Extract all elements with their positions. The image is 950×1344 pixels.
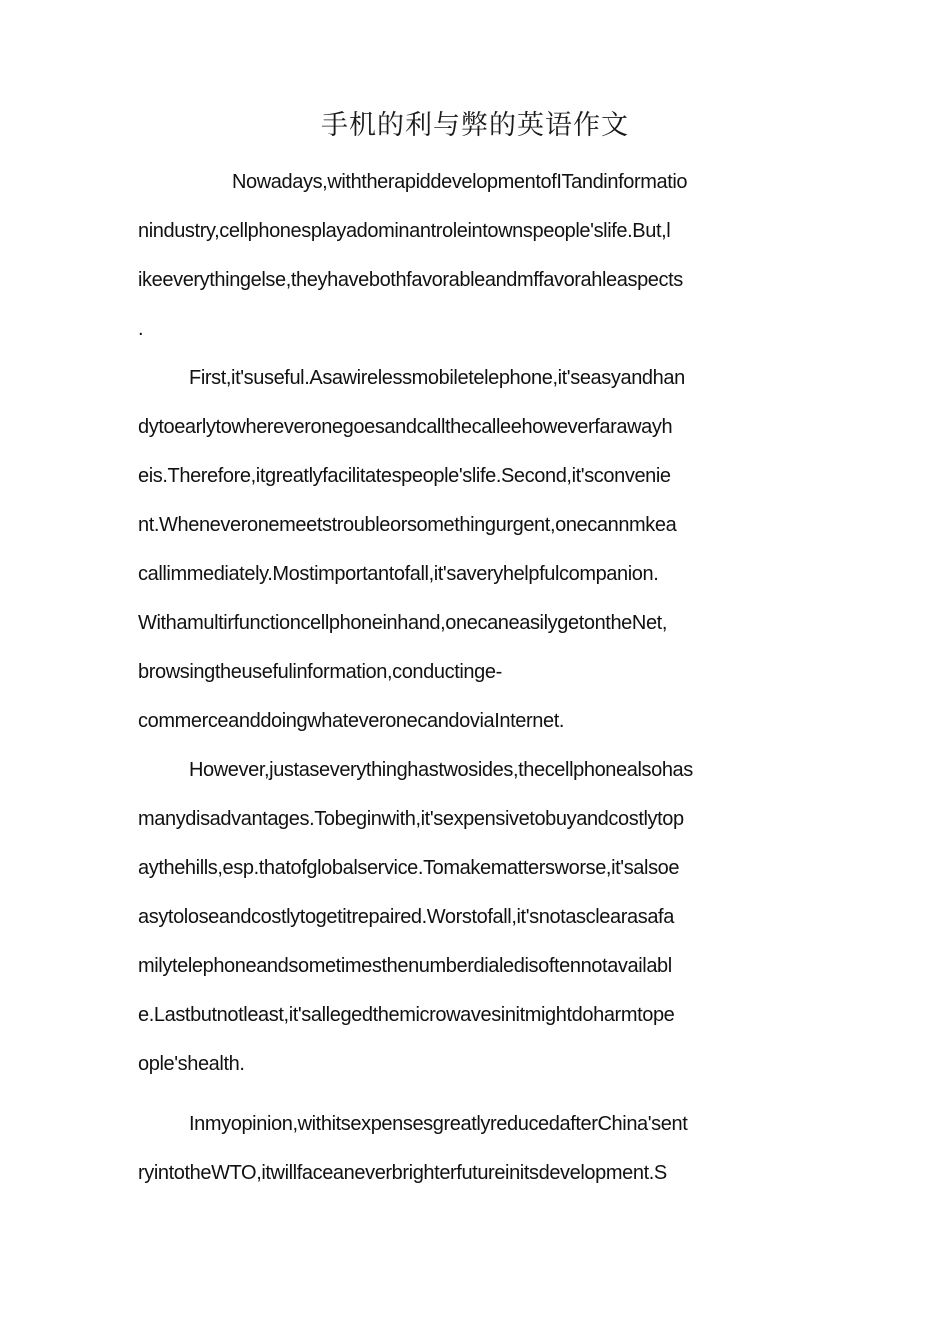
text-line: dytoearlytowhereveronegoesandcallthecalleehoweverfarawayh (138, 416, 673, 438)
text-line: nt.Wheneveronemeetstroubleorsomethingurgent,onecannmkea (138, 514, 677, 536)
page-title: 手机的利与弊的英语作文 (321, 110, 629, 141)
text-line: ryintotheWTO,itwillfaceaneverbrighterfutureinitsdevelopment.S (138, 1162, 667, 1184)
text-line: . (138, 318, 144, 340)
text-line: Inmyopinion,withitsexpensesgreatlyreducedafterChina'sent (189, 1113, 688, 1135)
text-line: eis.Therefore,itgreatlyfacilitatespeople'slife.Second,it'sconvenie (138, 465, 671, 487)
text-line: ople'shealth. (138, 1053, 245, 1075)
text-line: browsingtheusefulinformation,conductinge- (138, 661, 502, 683)
text-line: However,justaseverythinghastwosides,thecellphonealsohas (189, 759, 693, 781)
text-line: commerceanddoingwhateveronecandoviaInternet. (138, 710, 565, 732)
text-line: Withamultirfunctioncellphoneinhand,onecaneasilygetontheNet, (138, 612, 667, 634)
text-line: nindustry,cellphonesplayadominantroleintownspeople'slife.But,l (138, 220, 671, 242)
text-line: aythehills,esp.thatofglobalservice.Tomakemattersworse,it'salsoe (138, 857, 680, 879)
text-line: asytoloseandcostlytogetitrepaired.Worstofall,it'snotasclearasafa (138, 906, 674, 928)
text-line: manydisadvantages.Tobeginwith,it'sexpensivetobuyandcostlytop (138, 808, 684, 830)
text-line: First,it'suseful.Asawirelessmobiletelephone,it'seasyandhan (189, 367, 685, 389)
text-line: e.Lastbutnotleast,it'sallegedthemicrowavesinitmightdoharmtope (138, 1004, 675, 1026)
text-line: ikeeverythingelse,theyhavebothfavorableandmffavorahleaspects (138, 269, 683, 291)
text-line: Nowadays,withtherapiddevelopmentofITandinformatio (232, 171, 688, 193)
text-line: milytelephoneandsometimesthenumberdialedisoftennotavailabl (138, 955, 672, 977)
text-line: callimmediately.Mostimportantofall,it'saveryhelpfulcompanion. (138, 563, 659, 585)
